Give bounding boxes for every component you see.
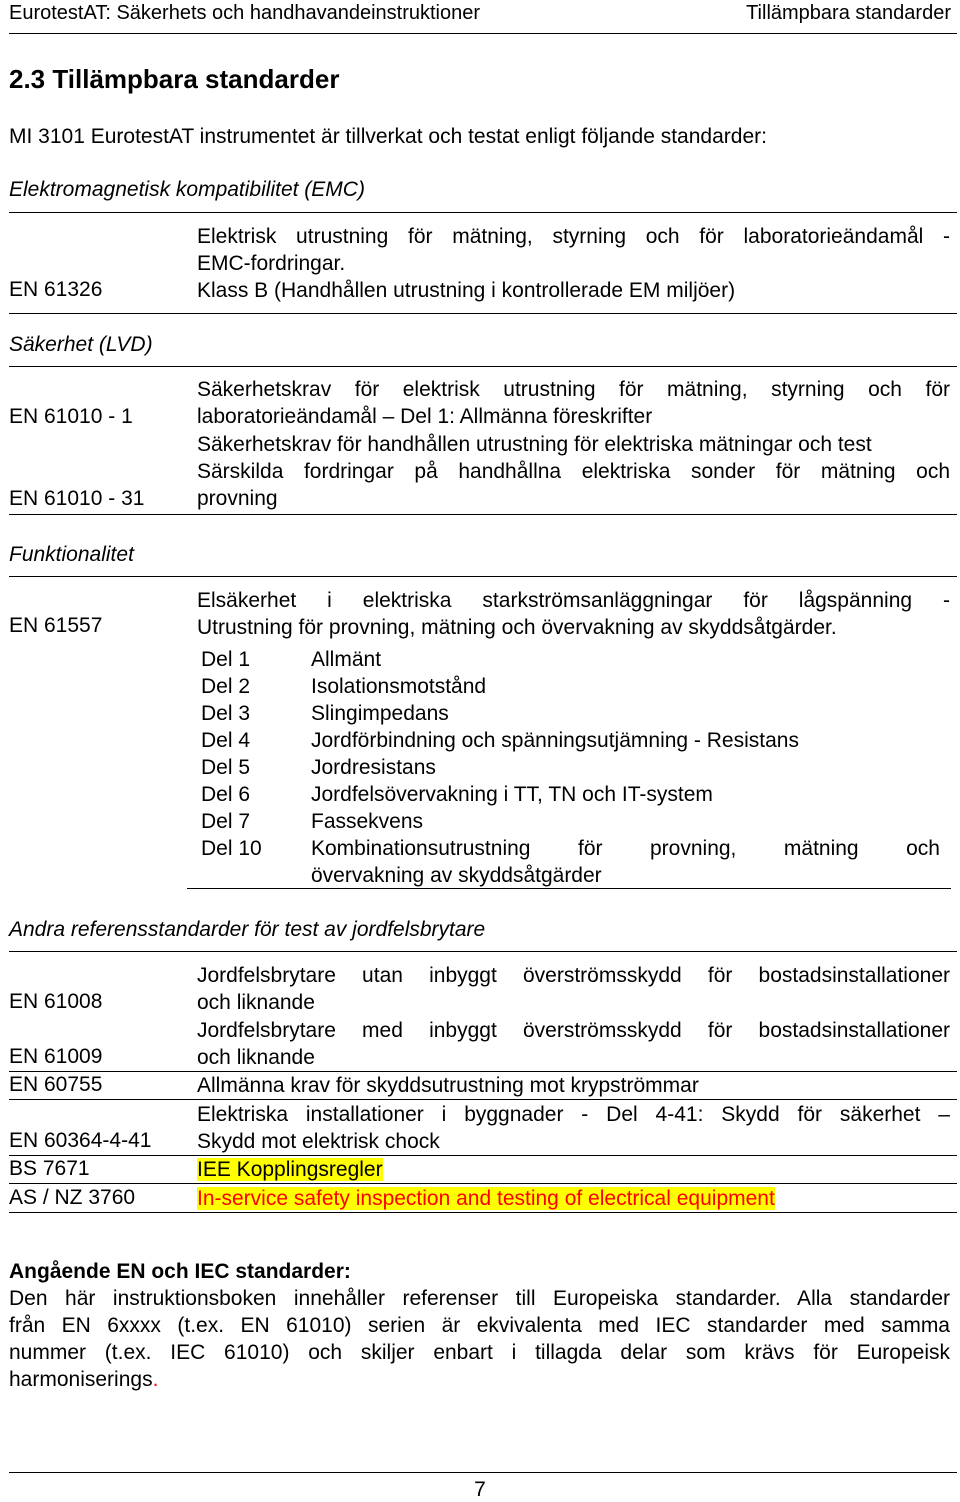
note-heading: Angående EN och IEC standarder: (9, 1260, 351, 1283)
table-rule (9, 514, 957, 515)
lvd-desc-line1: Säkerhetskrav för elektrisk utrustning för mätning, styrning och för (197, 378, 950, 401)
header-left: EurotestAT: Säkerhets och handhavandeinstruktioner (9, 2, 481, 24)
func-desc-line2: Utrustning för provning, mätning och övervakning av skyddsåtgärder. (197, 616, 837, 639)
table-rule (187, 888, 951, 889)
table-rule (9, 212, 957, 213)
std-en61010-31: EN 61010 - 31 (9, 487, 145, 510)
part-text: Slingimpedans (311, 702, 449, 725)
part-label: Del 4 (201, 729, 251, 752)
note-line: harmoniserings (9, 1368, 153, 1391)
part-text: övervakning av skyddsåtgärder (311, 864, 602, 887)
part-text: Kombinationsutrustning för provning, mätning och (311, 837, 940, 860)
page-number: 7 (474, 1478, 486, 1501)
part-text: Jordresistans (311, 756, 436, 779)
part-text: Jordfelsövervakning i TT, TN och IT-system (311, 783, 713, 806)
table-rule (9, 366, 957, 367)
std-en61008: EN 61008 (9, 990, 103, 1013)
lvd-heading: Säkerhet (LVD) (9, 333, 153, 356)
footer-divider (9, 1472, 957, 1473)
ref-desc: Allmänna krav för skyddsutrustning mot krypströmmar (197, 1074, 699, 1097)
std-en60364: EN 60364-4-41 (9, 1129, 152, 1152)
emc-desc-line2: EMC-fordringar. (197, 252, 346, 275)
part-text: Fassekvens (311, 810, 424, 833)
ref-desc: Skydd mot elektrisk chock (197, 1130, 440, 1153)
part-label: Del 5 (201, 756, 251, 779)
note-line: nummer (t.ex. IEC 61010) och skiljer enbart i tillagda delar som krävs för Europeisk (9, 1341, 950, 1364)
ref-desc-wrap (197, 1156, 950, 1183)
table-rule (9, 1212, 957, 1213)
intro-text: MI 3101 EurotestAT instrumentet är tillverkat och testat enligt följande standarder: (9, 125, 767, 148)
part-label: Del 6 (201, 783, 251, 806)
part-label: Del 2 (201, 675, 251, 698)
ref-desc: Jordfelsbrytare med inbyggt överströmsskydd för bostadsinstallationer (197, 1019, 950, 1042)
part-label: Del 1 (201, 648, 251, 671)
ref-desc: Elektriska installationer i byggnader - Del 4-41: Skydd för säkerhet – (197, 1103, 950, 1126)
std-asnz3760: AS / NZ 3760 (9, 1186, 136, 1209)
ref-desc-wrap (197, 1185, 950, 1212)
red-period: . (152, 1368, 159, 1391)
part-text: Jordförbindning och spänningsutjämning - Resistans (311, 729, 799, 752)
section-title: 2.3 Tillämpbara standarder (9, 64, 340, 94)
lvd-desc-line4: Särskilda fordringar på handhållna elektriska sonder för mätning och (197, 460, 950, 483)
func-heading: Funktionalitet (9, 543, 134, 566)
table-rule (9, 313, 957, 314)
table-rule (9, 576, 957, 577)
std-en60755: EN 60755 (9, 1073, 103, 1096)
emc-heading: Elektromagnetisk kompatibilitet (EMC) (9, 178, 365, 201)
lvd-desc-line2: laboratorieändamål – Del 1: Allmänna föreskrifter (197, 405, 653, 428)
std-en61009: EN 61009 (9, 1045, 103, 1068)
highlighted-red-text: In-service safety inspection and testing of electrical equipment (197, 1187, 775, 1210)
emc-desc-line1: Elektrisk utrustning för mätning, styrning och för laboratorieändamål - (197, 225, 950, 248)
header-divider (9, 33, 957, 34)
header-right: Tillämpbara standarder (746, 2, 951, 24)
part-text: Allmänt (311, 648, 382, 671)
note-line-wrap (9, 1368, 158, 1392)
note-line: från EN 6xxxx (t.ex. EN 61010) serien är ekvivalenta med IEC standarder med samma (9, 1314, 950, 1337)
lvd-desc-line5: provning (197, 487, 278, 510)
refs-heading: Andra referensstandarder för test av jordfelsbrytare (9, 918, 486, 941)
part-label: Del 7 (201, 810, 251, 833)
part-label: Del 3 (201, 702, 251, 725)
lvd-desc-line3: Säkerhetskrav för handhållen utrustning för elektriska mätningar och test (197, 433, 872, 456)
table-rule (9, 951, 957, 952)
func-desc-line1: Elsäkerhet i elektriska starkströmsanläggningar för lågspänning - (197, 589, 950, 612)
table-rule (9, 1183, 957, 1184)
part-text: Isolationsmotstånd (311, 675, 487, 698)
std-en61010-1: EN 61010 - 1 (9, 405, 133, 428)
part-label: Del 10 (201, 837, 262, 860)
ref-desc: Jordfelsbrytare utan inbyggt överströmsskydd för bostadsinstallationer (197, 964, 950, 987)
ref-desc: och liknande (197, 991, 315, 1014)
emc-desc-line3: Klass B (Handhållen utrustning i kontrollerade EM miljöer) (197, 279, 736, 302)
note-line: Den här instruktionsboken innehåller referenser till Europeiska standarder. Alla standarder (9, 1287, 950, 1310)
highlighted-text: IEE Kopplingsregler (197, 1158, 383, 1181)
table-rule (9, 1099, 957, 1100)
std-bs7671: BS 7671 (9, 1157, 90, 1180)
std-en61557: EN 61557 (9, 614, 103, 637)
ref-desc: och liknande (197, 1046, 315, 1069)
std-en61326: EN 61326 (9, 278, 103, 301)
